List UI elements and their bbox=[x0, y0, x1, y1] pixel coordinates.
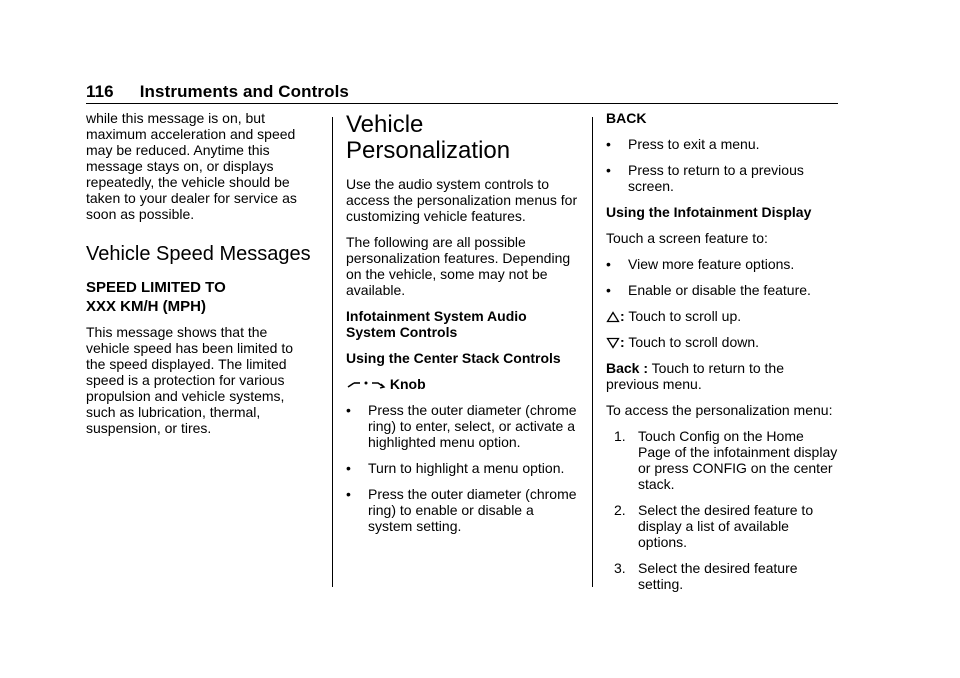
touch-bullet-2 bbox=[606, 282, 838, 298]
knob-label: Knob bbox=[389, 376, 426, 392]
bullet-text: Press to return to a previous screen. bbox=[628, 162, 804, 194]
back-label: BACK bbox=[606, 110, 647, 126]
scroll-up-line bbox=[606, 308, 838, 324]
vehicle-personalization-heading bbox=[346, 112, 578, 164]
bullet-text: Press the outer diameter (chrome ring) to enter, select, or activate a highlighted menu option. bbox=[368, 402, 577, 450]
colon: : bbox=[620, 334, 625, 350]
access-intro: To access the personalization menu: bbox=[606, 402, 833, 418]
column-divider-1 bbox=[332, 117, 333, 587]
personalization-para-1: Use the audio system controls to access the personalization menus for customizing vehicle features. bbox=[346, 176, 578, 224]
back-menu-line bbox=[606, 360, 838, 392]
bullet-mark: • bbox=[606, 256, 611, 272]
speed-limited-subheading bbox=[86, 278, 312, 316]
step-3 bbox=[606, 560, 838, 592]
tune-knob-icon bbox=[346, 380, 386, 390]
infotainment-display-label: Using the Infotainment Display bbox=[606, 204, 812, 220]
step-number: 3. bbox=[614, 560, 626, 576]
scroll-down-text: Touch to scroll down. bbox=[628, 334, 760, 350]
touch-bullet-1 bbox=[606, 256, 838, 272]
section-title: Instruments and Controls bbox=[139, 82, 349, 101]
vehicle-speed-messages-heading: Vehicle Speed Messages bbox=[86, 243, 311, 265]
bullet-mark: • bbox=[606, 136, 611, 152]
knob-line bbox=[346, 376, 578, 392]
scroll-up-text: Touch to scroll up. bbox=[628, 308, 742, 324]
center-stack-controls-label: Using the Center Stack Controls bbox=[346, 350, 561, 366]
page-number: 116 bbox=[86, 82, 114, 101]
column-3 bbox=[606, 110, 838, 602]
back-menu-text: Touch to return to the previous menu. bbox=[606, 360, 784, 392]
speed-limited-paragraph: This message shows that the vehicle speed has been limited to the speed displayed. The limited speed is a protection for various propulsion and vehicle systems, such as lubrication, thermal, suspension, or tires. bbox=[86, 324, 294, 436]
infotainment-controls-label: Infotainment System Audio System Controls bbox=[346, 308, 527, 340]
bullet-text: Turn to highlight a menu option. bbox=[368, 460, 565, 476]
column-1 bbox=[86, 110, 312, 446]
bullet-mark: • bbox=[606, 162, 611, 178]
page-header bbox=[86, 82, 349, 102]
column-divider-2 bbox=[592, 117, 593, 587]
step-text: Touch Config on the Home Page of the infotainment display or press CONFIG on the center stack. bbox=[638, 428, 838, 492]
step-2 bbox=[606, 502, 838, 550]
bullet-mark: • bbox=[606, 282, 611, 298]
heading-line-1: Vehicle bbox=[346, 111, 424, 138]
back-bullet-2 bbox=[606, 162, 838, 194]
step-text: Select the desired feature setting. bbox=[638, 560, 798, 592]
bullet-text: View more feature options. bbox=[628, 256, 795, 272]
step-number: 2. bbox=[614, 502, 626, 518]
scroll-up-icon bbox=[606, 311, 620, 323]
step-text: Select the desired feature to display a list of available options. bbox=[638, 502, 814, 550]
intro-paragraph: while this message is on, but maximum acceleration and speed may be reduced. Anytime this message stays on, or displays repeatedly, the vehicle should be taken to your dealer for service as soon as possible. bbox=[86, 110, 297, 222]
bullet-text: Press the outer diameter (chrome ring) to enable or disable a system setting. bbox=[368, 486, 577, 534]
touch-intro: Touch a screen feature to: bbox=[606, 230, 768, 246]
bullet-text: Press to exit a menu. bbox=[628, 136, 760, 152]
column-2 bbox=[346, 110, 578, 544]
bullet-mark: • bbox=[346, 402, 351, 418]
step-1 bbox=[606, 428, 838, 492]
back-menu-label: Back : bbox=[606, 360, 649, 376]
personalization-para-2: The following are all possible personalization features. Depending on the vehicle, some may not be available. bbox=[346, 234, 571, 298]
header-divider bbox=[86, 103, 838, 104]
bullet-mark: • bbox=[346, 460, 351, 476]
colon: : bbox=[620, 308, 625, 324]
heading-line-2: Personalization bbox=[346, 137, 511, 164]
subheading-line-1: SPEED LIMITED TO bbox=[86, 279, 226, 296]
knob-bullet-3 bbox=[346, 486, 578, 534]
bullet-text: Enable or disable the feature. bbox=[628, 282, 811, 298]
scroll-down-line bbox=[606, 334, 838, 350]
bullet-mark: • bbox=[346, 486, 351, 502]
scroll-down-icon bbox=[606, 337, 620, 349]
subheading-line-2: XXX KM/H (MPH) bbox=[86, 298, 206, 315]
back-bullet-1 bbox=[606, 136, 838, 152]
knob-bullet-2 bbox=[346, 460, 578, 476]
step-number: 1. bbox=[614, 428, 626, 444]
knob-bullet-1 bbox=[346, 402, 578, 450]
